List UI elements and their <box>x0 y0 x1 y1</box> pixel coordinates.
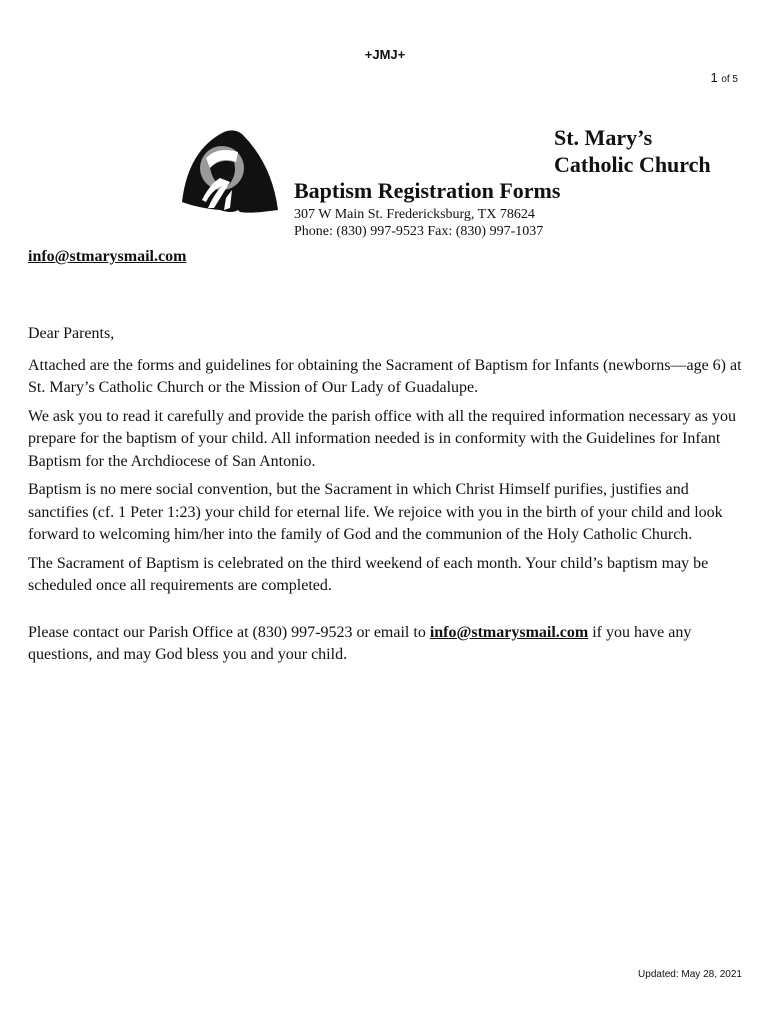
letter-paragraph-4: The Sacrament of Baptism is celebrated on the third weekend of each month. Your child’s baptism may be scheduled once all requirements are completed. <box>28 554 709 594</box>
letter-contact-paragraph <box>28 622 750 667</box>
contact-text-after: if you have any questions, and may God bless you and your child. <box>28 623 692 663</box>
church-address: 307 W Main St. Fredericksburg, TX 78624 <box>294 207 535 222</box>
church-contact-block <box>294 206 543 240</box>
letter-paragraph-1: Attached are the forms and guidelines for obtaining the Sacrament of Baptism for Infants (newborns—age 6) at St. Mary’s Catholic Church or the Mission of Our Lady of Guadalupe. <box>28 356 742 396</box>
page-of-total: of 5 <box>721 74 738 85</box>
church-email-link[interactable]: info@stmarysmail.com <box>28 248 187 265</box>
letter-greeting: Dear Parents, <box>28 325 115 342</box>
page-number <box>710 70 738 85</box>
church-name-line2: Catholic Church <box>554 152 711 177</box>
church-name <box>554 124 711 178</box>
letter-paragraph-3: Baptism is no mere social convention, but the Sacrament in which Christ Himself purifies, justifies and sanctifies (cf. 1 Peter 1:23) your child for eternal life. We rejoice with you in the birth of your child and look forward to welcoming him/her into the family of God and the communion of the Holy Catholic Church. <box>28 481 723 543</box>
contact-text-before: Please contact our Parish Office at (830) 997-9523 or email to <box>28 623 430 641</box>
letter-body <box>28 323 750 673</box>
jmj-header-mark: +JMJ+ <box>364 47 406 62</box>
contact-email-link[interactable]: info@stmarysmail.com <box>429 623 589 641</box>
form-title: Baptism Registration Forms <box>294 178 561 203</box>
church-name-line1: St. Mary’s <box>554 125 653 150</box>
updated-date: Updated: May 28, 2021 <box>638 969 742 980</box>
page-current: 1 <box>710 70 718 85</box>
church-logo-madonna-icon <box>180 128 282 214</box>
letter-paragraph-2: We ask you to read it carefully and provide the parish office with all the required information necessary as you prepare for the baptism of your child. All information needed is in conformity with the Guidelines for Infant Baptism for the Archdiocese of San Antonio. <box>28 407 736 470</box>
church-phone-fax: Phone: (830) 997-9523 Fax: (830) 997-1037 <box>294 224 544 239</box>
